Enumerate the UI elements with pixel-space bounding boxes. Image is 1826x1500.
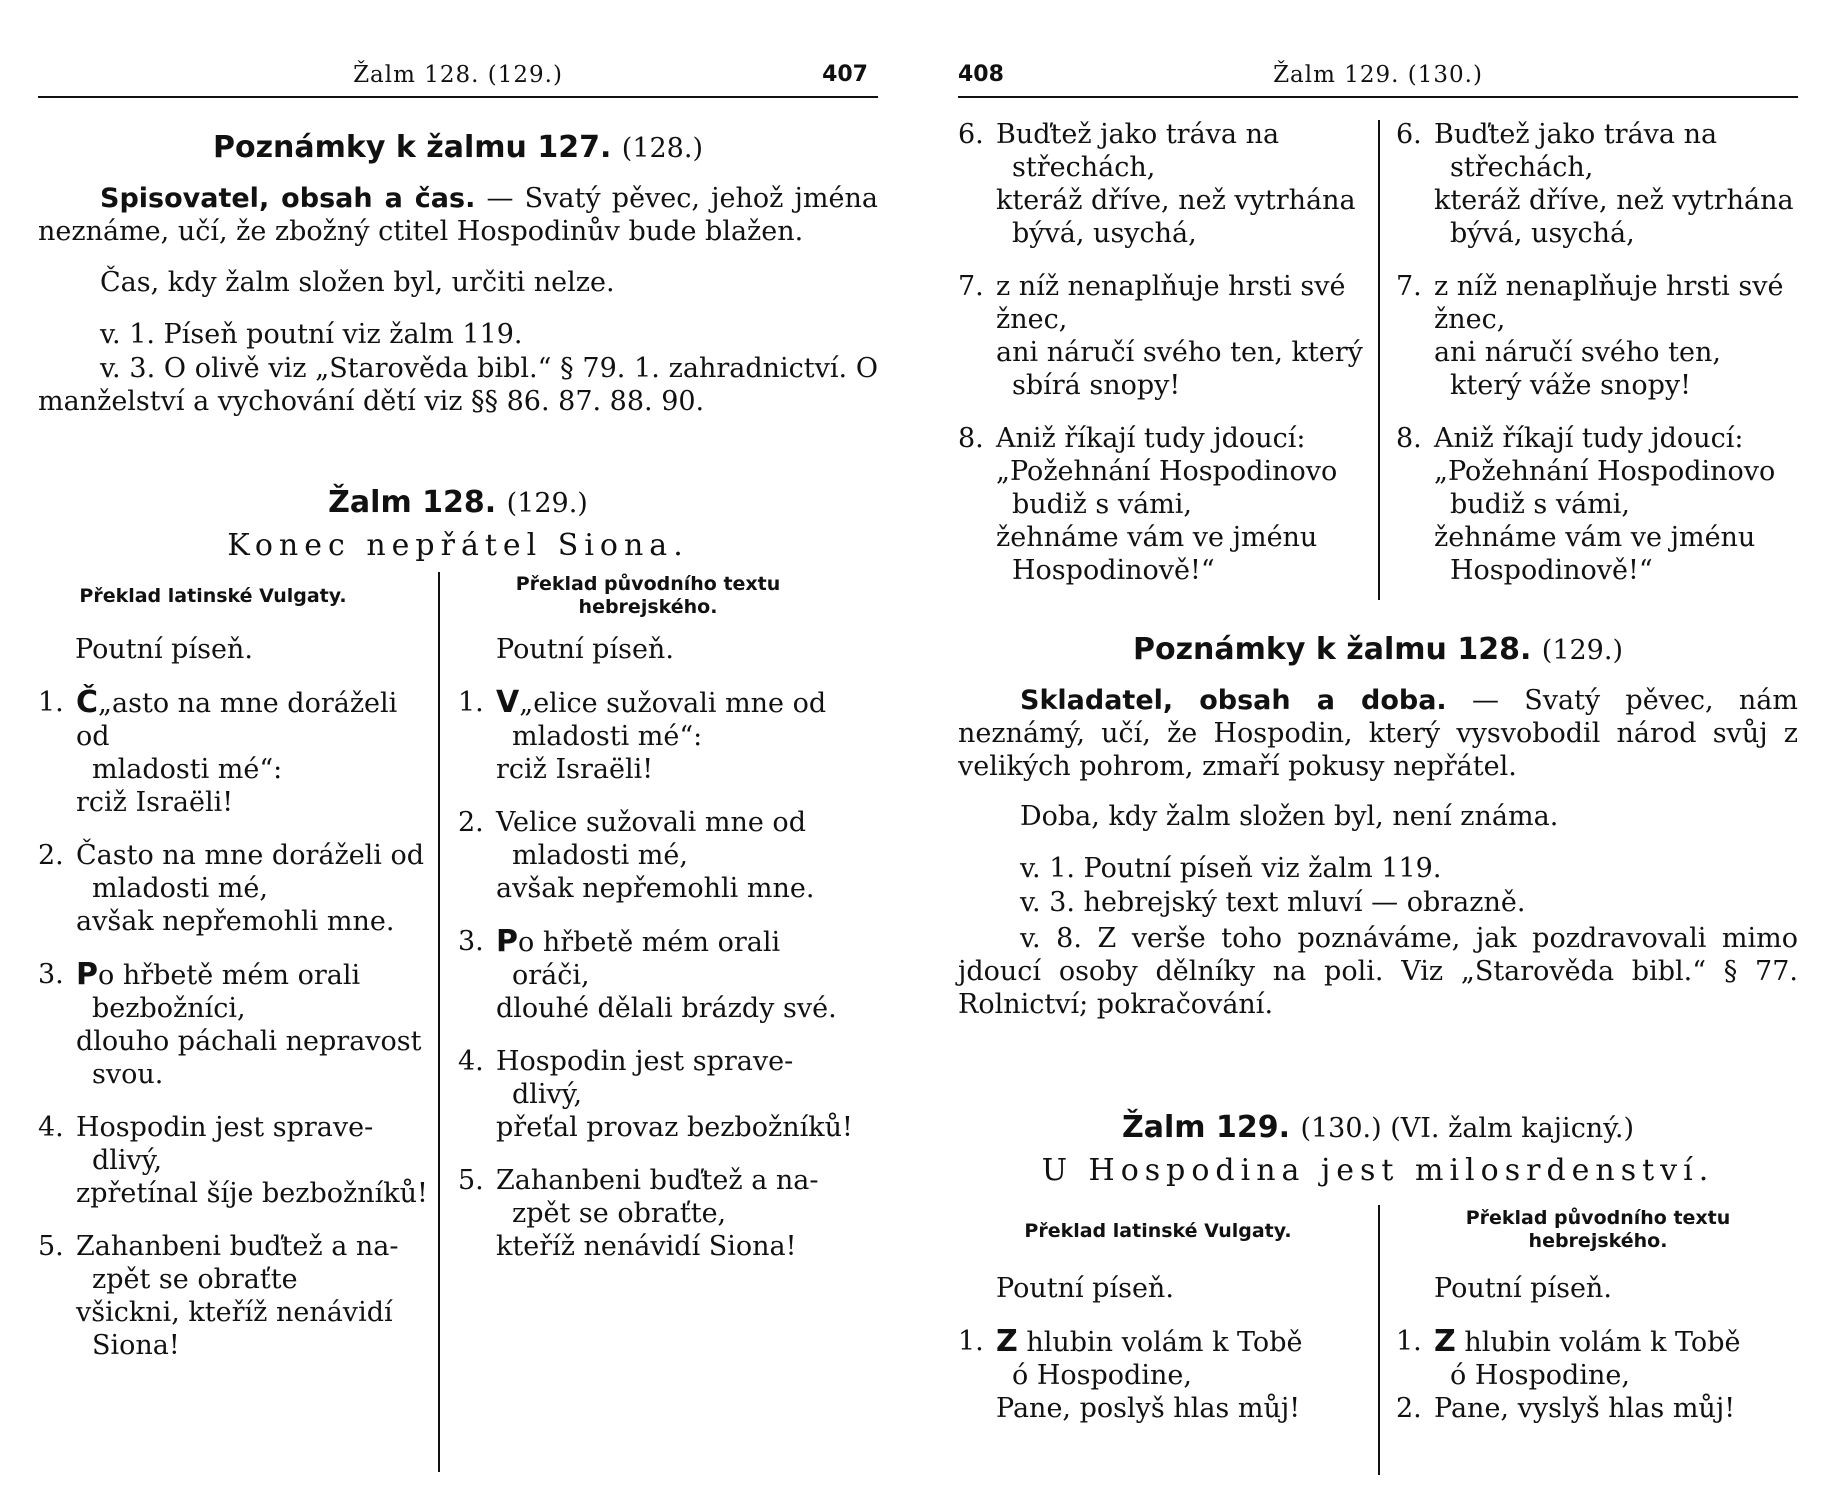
verse-line: žehnáme vám ve jménu [1434,522,1756,553]
page-number: 407 [822,62,868,87]
psalm-subtitle: U Hospodina jest milosrdenství. [1041,1153,1715,1188]
running-head [958,62,1798,90]
drop-initial: Z [1434,1324,1456,1359]
verse-number: 3. [458,926,484,957]
vulgata-column [958,1272,1363,1445]
verse-line: mladosti mé, [512,840,688,871]
verse-number: 1. [1396,1326,1422,1357]
verse-line: rciž Israëli! [76,787,234,818]
verse-line: Často na mne doráželi od [76,840,425,871]
verse-number: 6. [1396,119,1422,150]
verse-line: mladosti mé“: [512,721,703,752]
verse-number: 2. [38,840,64,871]
verse [958,118,1363,250]
verse-line: ani náručí svého ten, který [996,337,1363,368]
verse-line: zpět se obraťte [92,1264,298,1295]
left-page [38,0,878,1500]
column-heading-hebrew: Překlad původního textu hebrejského. [515,573,781,618]
verse-line: svou. [92,1059,164,1090]
verse-line: všickni, kteříž nenávidí [76,1297,393,1328]
verse-line: žnec, [996,304,1068,335]
verse-line: bývá, usychá, [1450,218,1635,249]
verse [958,422,1363,587]
verse-number: 7. [958,271,984,302]
verse [1396,422,1796,587]
notes-title-paren: (128.) [621,133,703,164]
verse-number: 2. [458,807,484,838]
psalm-title: Žalm 128. [328,485,497,520]
column-divider [438,572,440,1472]
verse [1396,1325,1796,1392]
verse-number: 4. [38,1112,64,1143]
verse-line: Siona! [92,1330,180,1361]
verse [458,686,868,786]
verse [38,1230,438,1362]
verse-line: Aniž říkají tudy jdoucí: [1434,423,1744,454]
verse [1396,270,1796,402]
verse-number: 7. [1396,271,1422,302]
notes-heading [38,130,878,165]
notes-heading [958,632,1798,667]
notes-lead-label: Spisovatel, obsah a čas. [100,183,476,214]
notes-time: Doba, kdy žalm složen byl, není známa. [1020,801,1559,832]
column-heading-vulgata: Překlad latinské Vulgaty. [79,585,347,607]
page-number: 408 [958,62,1004,87]
verse-line: Zahanbeni buďtež a na- [76,1231,399,1262]
verse-line: dlouhé dělali brázdy své. [496,993,837,1024]
verse-line: ó Hospodine, [1012,1360,1192,1391]
verse [38,1111,438,1210]
verse-line: žnec, [1434,304,1506,335]
drop-initial: V [496,685,520,720]
drop-initial: P [76,957,98,992]
poutni-pisen: Poutní píseň. [75,634,253,665]
verse-line: sbírá snopy! [1012,370,1181,401]
verse-line: avšak nepřemohli mne. [76,906,395,937]
poutni-pisen: Poutní píseň. [996,1273,1174,1304]
verse-number: 4. [458,1046,484,1077]
notes-lead-text: — Svatý pěvec, nám neznámý, učí, že Hospodin, který vysvobodil národ svůj z velikých pohrom, zmaří pokusy nepřátel. [958,685,1798,782]
psalm-subtitle: Konec nepřátel Siona. [227,528,689,563]
verse-line: Aniž říkají tudy jdoucí: [996,423,1306,454]
verse-line: přeťal provaz bezbožníků! [496,1112,853,1143]
verse-line: budiž s vámi, [1450,489,1631,520]
vulgata-column-continued [958,118,1363,607]
verse-number: 8. [1396,423,1422,454]
verse-number: 1. [958,1326,984,1357]
verse-line: z níž nenaplňuje hrsti své [996,271,1346,302]
notes-lead-label: Skladatel, obsah a doba. [1020,685,1447,716]
column-heading-vulgata: Překlad latinské Vulgaty. [1024,1220,1292,1242]
verse-line: Pane, vyslyš hlas můj! [1434,1393,1736,1424]
verse-line: rciž Israëli! [496,754,654,785]
verse-line: hlubin volám k Tobě [1017,1327,1303,1358]
header-rule [38,96,878,98]
verse-line: avšak nepřemohli mne. [496,873,815,904]
verse-line: mladosti mé“: [92,754,283,785]
psalm-title-paren: (129.) [506,488,588,519]
notes-lead-text: — Svatý pěvec, jehož jména neznáme, učí, že zbožný ctitel Hospodinův bude blažen. [38,183,878,247]
verse [458,806,868,905]
verse-line: střechách, [1450,152,1594,183]
hebrew-column-continued [1396,118,1796,607]
verse-line: o hřbetě mém orali [518,927,781,958]
psalm-heading [38,485,878,520]
verse-line: Buďtež jako tráva na [1434,119,1718,150]
poutni-pisen: Poutní píseň. [496,634,674,665]
verse [38,839,438,938]
drop-initial: P [496,924,518,959]
column-divider [1378,1205,1380,1475]
verse [958,1325,1363,1425]
verse-line: kteráž dříve, než vytrhána [996,185,1356,216]
verse-line: ó Hospodine, [1450,1360,1630,1391]
verse-line: Hospodinově!“ [1450,555,1653,586]
verse-line: „Požehnání Hospodinovo [996,456,1338,487]
verse-number: 5. [38,1231,64,1262]
verse-line: střechách, [1012,152,1156,183]
verse-line: Hospodinově!“ [1012,555,1215,586]
verse-line: kteráž dříve, než vytrhána [1434,185,1794,216]
verse [458,1164,868,1263]
verse-number: 5. [458,1165,484,1196]
running-head-title: Žalm 129. (130.) [1273,62,1483,88]
verse-line: „elice sužovali mne od [519,688,827,719]
notes-time: Čas, kdy žalm složen byl, určiti nelze. [100,267,615,298]
notes-v1: v. 1. Píseň poutní viz žalm 119. [100,319,523,350]
verse-line: oráči, [512,960,590,991]
notes-title: Poznámky k žalmu 127. [213,130,612,165]
verse-line: Hospodin jest sprave- [76,1112,374,1143]
verse-line: Buďtež jako tráva na [996,119,1280,150]
psalm-title: Žalm 129. [1121,1110,1290,1145]
psalm-title-paren: (130.) (VI. žalm kajicný.) [1300,1113,1634,1144]
verse-line: ani náručí svého ten, [1434,337,1721,368]
running-head-title: Žalm 128. (129.) [353,62,563,88]
verse-line: Zahanbeni buďtež a na- [496,1165,819,1196]
verse-line: Velice sužovali mne od [496,807,806,838]
psalm-heading [958,1110,1798,1145]
drop-initial: Z [996,1324,1018,1359]
verse-line: budiž s vámi, [1012,489,1193,520]
notes-v8: v. 8. Z verše toho poznáváme, jak pozdravovali mimo jdoucí osoby dělníky na poli. Viz „Starověda bibl.“ § 77. Rolnictví; pokračování. [958,923,1798,1020]
vulgata-column [38,633,438,1382]
verse [38,958,438,1091]
verse-number: 6. [958,119,984,150]
verse-line: z níž nenaplňuje hrsti své [1434,271,1784,302]
verse [1396,118,1796,250]
running-head [38,62,878,90]
verse-line: dlouho páchali nepravost [76,1026,422,1057]
header-rule [958,96,1798,98]
verse-number: 3. [38,959,64,990]
notes-v3: v. 3. hebrejský text mluví — obrazně. [1020,887,1526,918]
verse-line: zpřetínal šíje bezbožníků! [76,1178,428,1209]
column-heading-hebrew: Překlad původního textu hebrejského. [1465,1207,1731,1252]
verse-number: 2. [1396,1393,1422,1424]
verse [38,686,438,819]
verse-line: bývá, usychá, [1012,218,1197,249]
drop-initial: Č [76,685,99,720]
verse-line: „asto na mne doráželi od [76,688,398,752]
verse-line: který váže snopy! [1450,370,1691,401]
notes-lead-paragraph [958,684,1798,783]
notes-title-paren: (129.) [1541,635,1623,666]
verse-line: bezbožníci, [92,993,246,1024]
notes-v1: v. 1. Poutní píseň viz žalm 119. [1020,853,1442,884]
verse-line: hlubin volám k Tobě [1455,1327,1741,1358]
hebrew-column [458,633,868,1283]
verse-line: Pane, poslyš hlas můj! [996,1393,1301,1424]
column-divider [1378,120,1380,600]
notes-v3: v. 3. O olivě viz „Starověda bibl.“ § 79. 1. zahradnictví. O manželství a vychování dětí viz §§ 86. 87. 88. 90. [38,353,878,417]
verse-number: 1. [458,687,484,718]
verse-line: dlivý, [92,1145,163,1176]
verse-line: o hřbetě mém orali [98,960,361,991]
verse-line: žehnáme vám ve jménu [996,522,1318,553]
verse-number: 8. [958,423,984,454]
right-page [958,0,1798,1500]
notes-lead-paragraph [38,182,878,248]
verse-line: zpět se obraťte, [512,1198,727,1229]
verse-line: dlivý, [512,1079,583,1110]
notes-title: Poznámky k žalmu 128. [1133,632,1532,667]
verse-line: „Požehnání Hospodinovo [1434,456,1776,487]
verse [458,925,868,1025]
verse-line: kteříž nenávidí Siona! [496,1231,797,1262]
verse-line: Hospodin jest sprave- [496,1046,794,1077]
hebrew-column [1396,1272,1796,1445]
verse [1396,1392,1796,1425]
verse-line: mladosti mé, [92,873,268,904]
poutni-pisen: Poutní píseň. [1434,1273,1612,1304]
verse [958,270,1363,402]
verse [458,1045,868,1144]
verse-number: 1. [38,687,64,718]
